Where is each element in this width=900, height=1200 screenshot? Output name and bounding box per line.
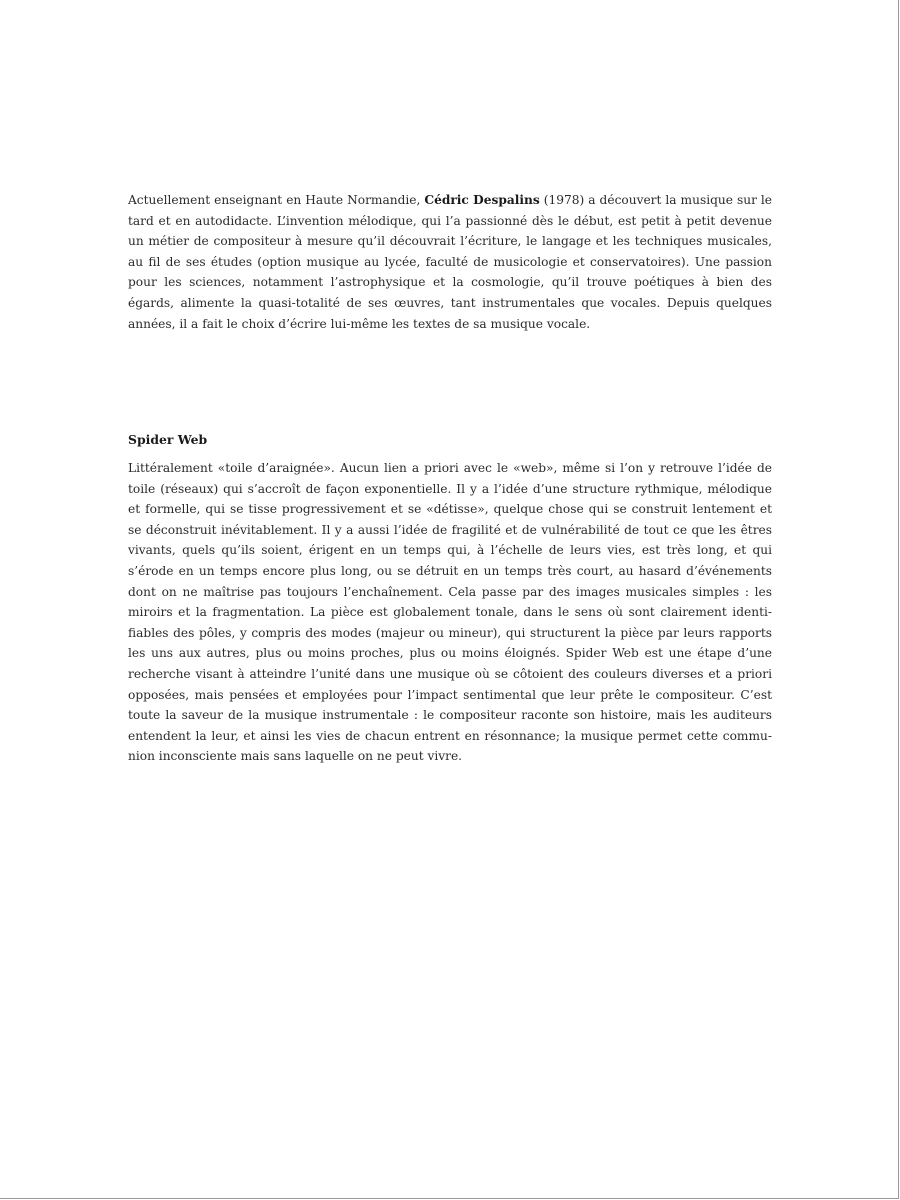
bio-text-after: (1978) a découvert la musique sur le tard et en autodidacte. L’invention mélodique, qui l’a passionné dès le début, est petit à petit devenue un métier de compositeur à mesure qu’il découvrait l’écriture, le langage et les techniques musicales, au fil de ses études (option musique au lycée, faculté de musicologie et conservatoires). Une passion pour les sciences, notamment l’astrophysique et la cosmologie, qu’il trouve poétiques à bien des égards, alimente la quasi-totalité de ses œuvres, tant instrumentales que vocales. Depuis quelques années, il a fait le choix d’écrire lui-même les textes de sa musique vocale.	[128, 193, 772, 331]
composer-name: Cédric Despalins	[424, 193, 540, 207]
bio-paragraph	[128, 190, 772, 334]
composer-bio	[128, 190, 772, 334]
bio-text-before: Actuellement enseignant en Haute Normandie,	[128, 193, 425, 207]
program-notes	[128, 458, 772, 767]
program-notes-paragraph: Littéralement «toile d’araignée». Aucun lien a priori avec le «web», même si l’on y retrouve l’idée de toile (réseaux) qui s’accroît de façon exponentielle. Il y a l’idée d’une structure rythmique, mélodique et formelle, qui se tisse progressivement et se «détisse», quelque chose qui se construit lentement et se déconstruit inévitablement. Il y a aussi l’idée de fragilité et de vulnérabilité de tout ce que les êtres vivants, quels qu’ils soient, érigent en un temps qui, à l’échelle de leurs vies, est très long, et qui s’érode en un temps encore plus long, ou se détruit en un temps très court, au hasard d’événements dont on ne maîtrise pas toujours l’enchaînement. Cela passe par des images musicales simples : les miroirs et la fragmentation. La pièce est globalement tonale, dans le sens où sont clairement identifiables des pôles, y compris des modes (majeur ou mineur), qui structurent la pièce par leurs rapports les uns aux autres, plus ou moins proches, plus ou moins éloignés. Spider Web est une étape d’une recherche visant à atteindre l’unité dans une musique où se côtoient des couleurs diverses et a priori opposées, mais pensées et employées pour l’impact sentimental que leur prête le compositeur. C’est toute la saveur de la musique instrumentale : le compositeur raconte son histoire, mais les auditeurs entendent la leur, et ainsi les vies de chacun entrent en résonnance; la musique permet cette communion inconsciente mais sans laquelle on ne peut vivre.	[128, 461, 772, 764]
section-title: Spider Web	[128, 432, 208, 447]
